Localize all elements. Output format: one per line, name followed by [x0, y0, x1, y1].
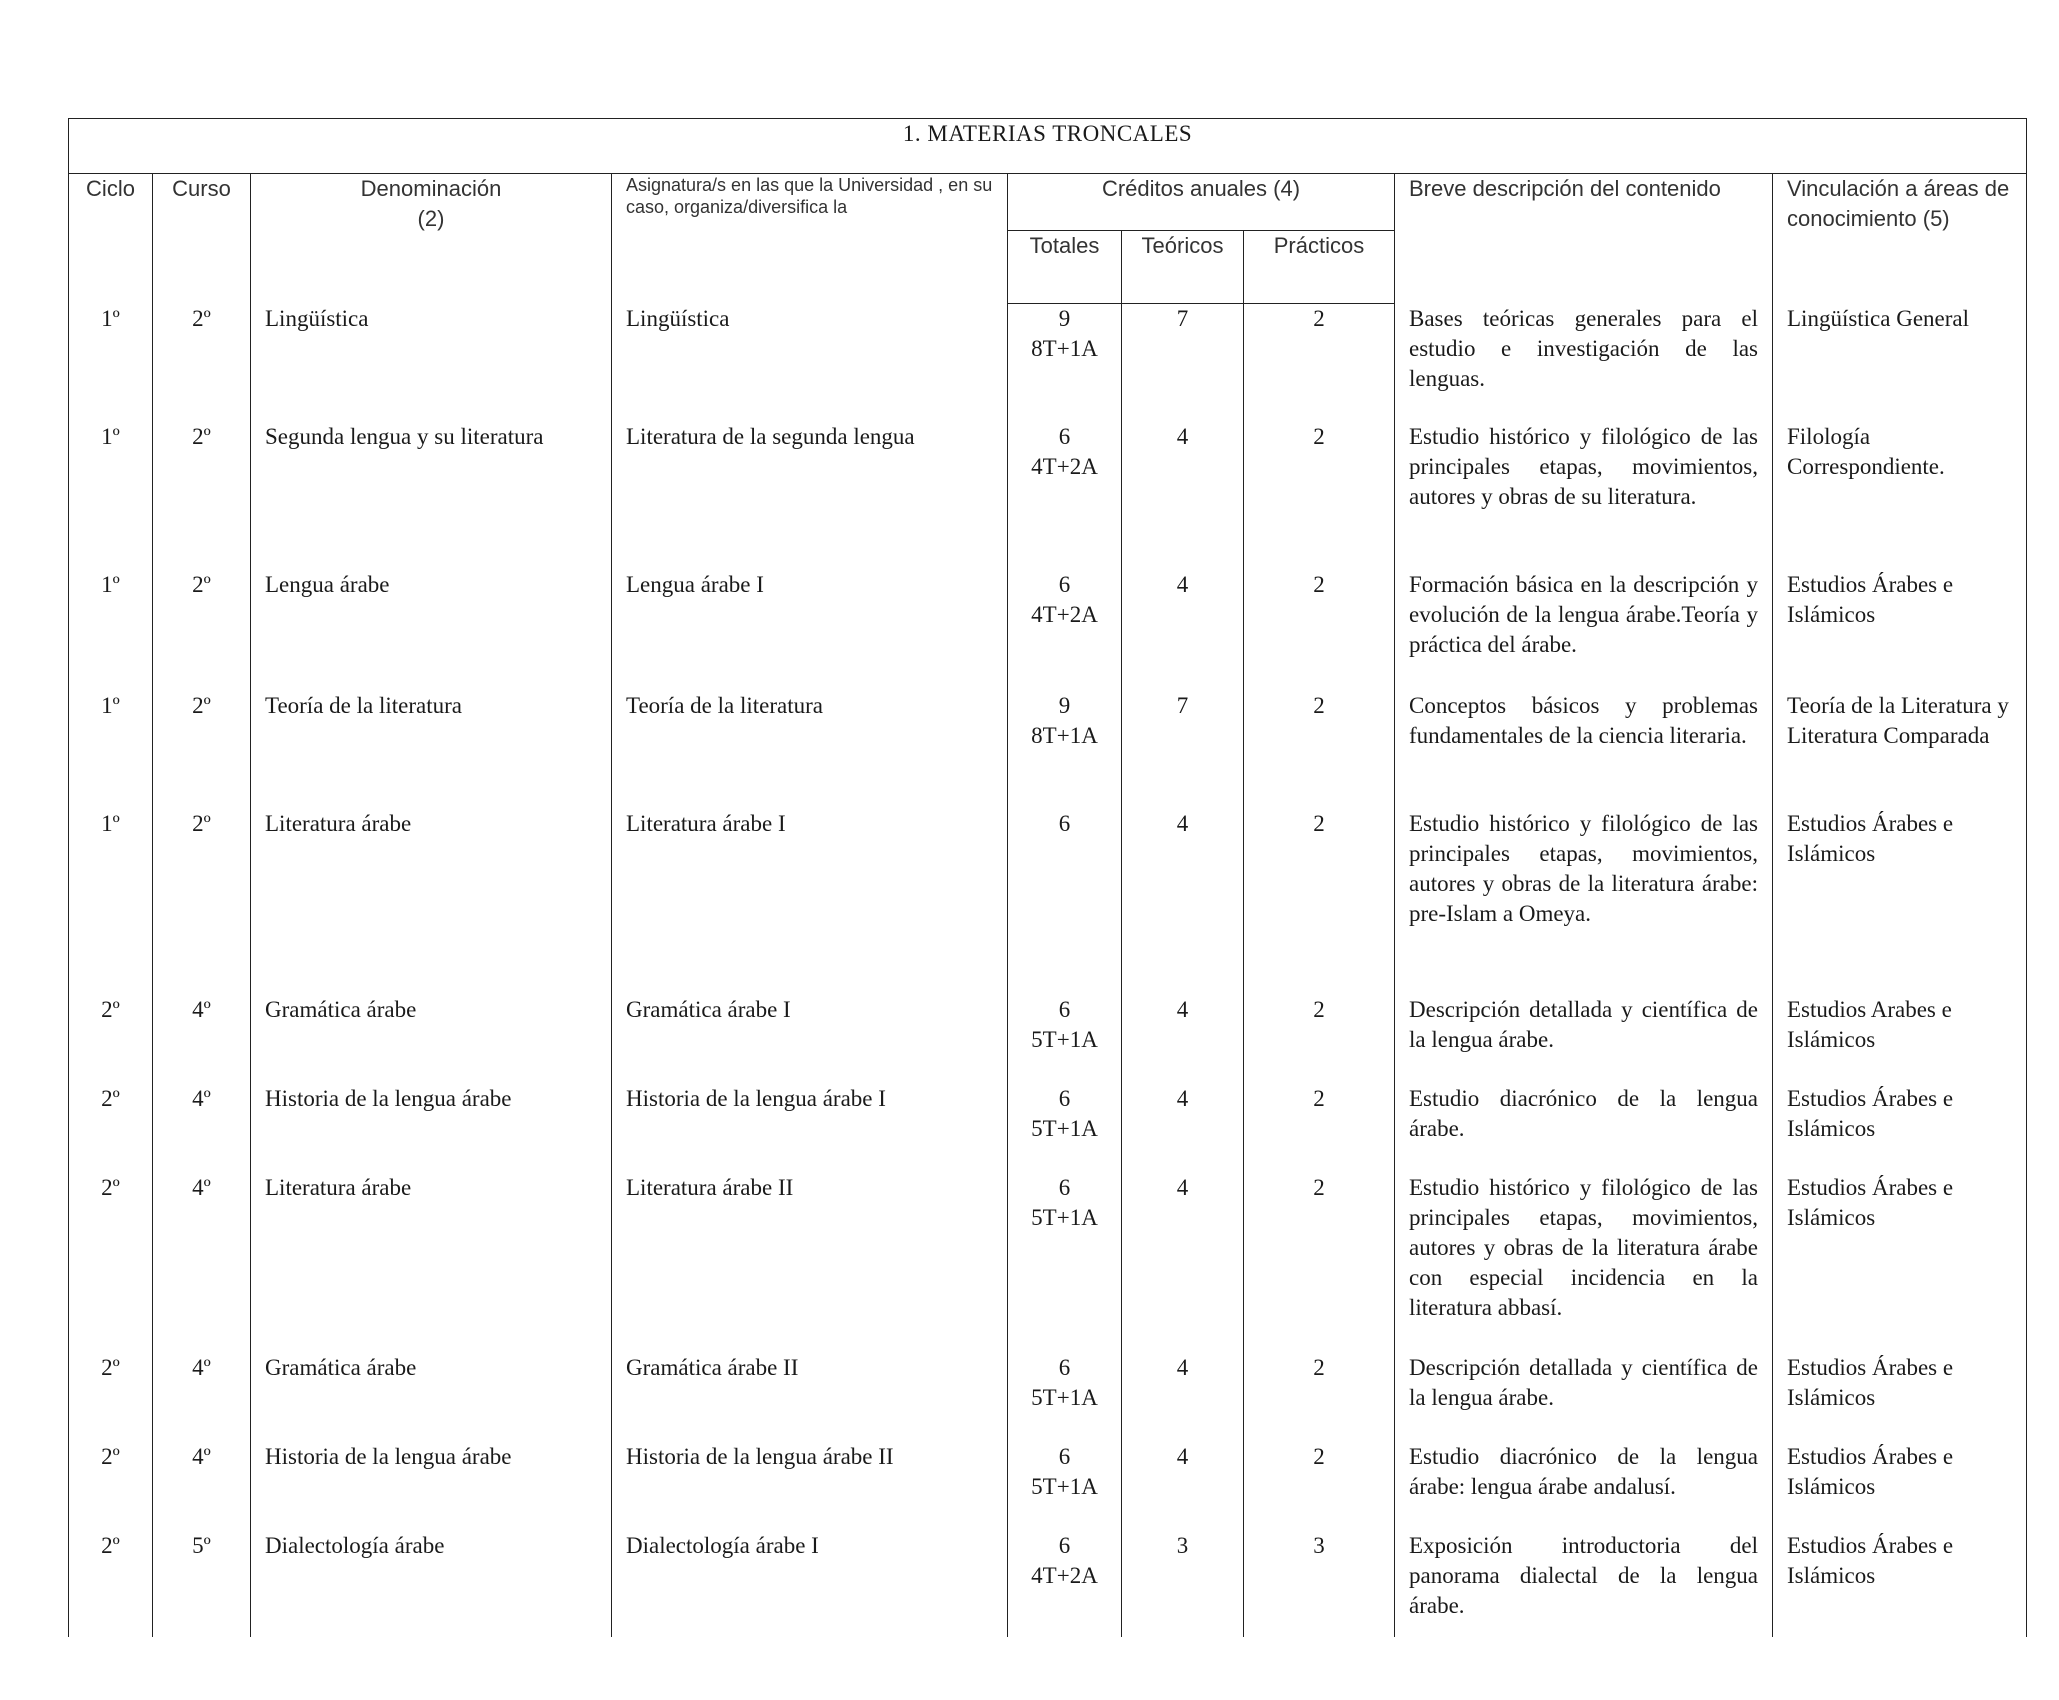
row-denominacion: Lengua árabe: [251, 570, 612, 691]
row-ciclo: 1º: [69, 422, 153, 570]
table-row: [69, 691, 2027, 809]
materias-troncales-table: [68, 118, 2027, 1637]
row-practicos: 2: [1244, 995, 1395, 1084]
row-totales: [1008, 1531, 1122, 1637]
row-totales-value: 9: [1058, 692, 1071, 718]
header-totales: Totales: [1008, 231, 1122, 304]
row-teoricos: 7: [1122, 691, 1244, 809]
row-practicos: 2: [1244, 422, 1395, 570]
row-totales-split: 4T+2A: [1031, 601, 1098, 627]
row-descripcion: Exposición introductoria del panorama dialectal de la lengua árabe.: [1395, 1531, 1773, 1637]
row-vinculacion: Estudios Árabes e Islámicos: [1773, 1084, 2027, 1173]
row-totales-value: 9: [1058, 306, 1071, 331]
row-descripcion: Bases teóricas generales para el estudio e investigación de las lenguas.: [1395, 304, 1773, 422]
row-totales-value: 6: [1058, 1443, 1071, 1469]
row-denominacion: Teoría de la literatura: [251, 691, 612, 809]
row-totales: [1008, 809, 1122, 995]
row-totales: [1008, 1084, 1122, 1173]
row-denominacion: Dialectología árabe: [251, 1531, 612, 1637]
header-curso: Curso: [153, 174, 251, 304]
row-totales-value: 6: [1058, 810, 1071, 836]
row-teoricos: 4: [1122, 570, 1244, 691]
row-descripcion: Estudio diacrónico de la lengua árabe.: [1395, 1084, 1773, 1173]
row-practicos: 2: [1244, 1442, 1395, 1531]
row-practicos: 2: [1244, 1084, 1395, 1173]
row-asignatura: Teoría de la literatura: [612, 691, 1008, 809]
row-totales: [1008, 691, 1122, 809]
row-curso: 2º: [153, 809, 251, 995]
row-totales: [1008, 422, 1122, 570]
row-totales-value: 6: [1058, 571, 1071, 597]
row-descripcion: Estudio histórico y filológico de las principales etapas, movimientos, autores y obras de la literatura árabe con especial incidencia en la literatura abbasí.: [1395, 1173, 1773, 1353]
row-vinculacion: Estudios Árabes e Islámicos: [1773, 809, 2027, 995]
row-denominacion: Gramática árabe: [251, 1353, 612, 1442]
header-teoricos: Teóricos: [1122, 231, 1244, 304]
table-row: [69, 1084, 2027, 1173]
row-totales: [1008, 995, 1122, 1084]
row-descripcion: Estudio histórico y filológico de las principales etapas, movimientos, autores y obras de la literatura árabe: pre-Islam a Omeya.: [1395, 809, 1773, 995]
row-denominacion: Literatura árabe: [251, 809, 612, 995]
row-practicos: 2: [1244, 1173, 1395, 1353]
header-denominacion-label: Denominación: [360, 176, 502, 201]
header-descripcion: Breve descripción del contenido: [1395, 174, 1773, 304]
header-denominacion: [251, 174, 612, 304]
row-practicos: 2: [1244, 304, 1395, 422]
row-totales-split: 5T+1A: [1031, 1204, 1098, 1230]
table-row: [69, 995, 2027, 1084]
row-vinculacion: Estudios Árabes e Islámicos: [1773, 570, 2027, 691]
row-vinculacion: Filología Correspondiente.: [1773, 422, 2027, 570]
row-totales: [1008, 570, 1122, 691]
row-teoricos: 4: [1122, 995, 1244, 1084]
row-teoricos: 4: [1122, 1173, 1244, 1353]
row-ciclo: 2º: [69, 1442, 153, 1531]
table-row: [69, 422, 2027, 570]
row-ciclo: 2º: [69, 1084, 153, 1173]
row-curso: 2º: [153, 691, 251, 809]
row-ciclo: 2º: [69, 995, 153, 1084]
row-curso: 4º: [153, 995, 251, 1084]
row-descripcion: Estudio diacrónico de la lengua árabe: lengua árabe andalusí.: [1395, 1442, 1773, 1531]
row-asignatura: Historia de la lengua árabe II: [612, 1442, 1008, 1531]
row-totales-split: 5T+1A: [1031, 1473, 1098, 1499]
row-totales-value: 6: [1058, 1174, 1071, 1200]
row-descripcion: Conceptos básicos y problemas fundamentales de la ciencia literaria.: [1395, 691, 1773, 809]
row-totales-split: 8T+1A: [1031, 722, 1098, 748]
row-totales: [1008, 1442, 1122, 1531]
row-descripcion: Formación básica en la descripción y evolución de la lengua árabe.Teoría y práctica del árabe.: [1395, 570, 1773, 691]
table-row: [69, 1353, 2027, 1442]
row-practicos: 2: [1244, 1353, 1395, 1442]
row-practicos: 2: [1244, 691, 1395, 809]
row-curso: 5º: [153, 1531, 251, 1637]
header-ciclo: Ciclo: [69, 174, 153, 304]
row-curso: 4º: [153, 1084, 251, 1173]
table-row: [69, 570, 2027, 691]
row-totales: [1008, 1173, 1122, 1353]
row-totales-split: 8T+1A: [1031, 336, 1098, 361]
row-teoricos: 4: [1122, 1442, 1244, 1531]
row-denominacion: Gramática árabe: [251, 995, 612, 1084]
row-asignatura: Lengua árabe I: [612, 570, 1008, 691]
row-teoricos: 4: [1122, 1353, 1244, 1442]
row-practicos: 2: [1244, 809, 1395, 995]
row-curso: 4º: [153, 1353, 251, 1442]
row-asignatura: Literatura árabe II: [612, 1173, 1008, 1353]
row-ciclo: 2º: [69, 1531, 153, 1637]
header-practicos: Prácticos: [1244, 231, 1395, 304]
row-descripcion: Descripción detallada y científica de la lengua árabe.: [1395, 995, 1773, 1084]
table-row: [69, 809, 2027, 995]
row-totales-split: 4T+2A: [1031, 1562, 1098, 1588]
row-vinculacion: Estudios Árabes e Islámicos: [1773, 1353, 2027, 1442]
row-totales-value: 6: [1058, 1354, 1071, 1380]
row-denominacion: Historia de la lengua árabe: [251, 1084, 612, 1173]
row-teoricos: 4: [1122, 809, 1244, 995]
header-denominacion-note: (2): [417, 206, 445, 231]
row-asignatura: Dialectología árabe I: [612, 1531, 1008, 1637]
row-teoricos: 7: [1122, 304, 1244, 422]
table-title: 1. MATERIAS TRONCALES: [69, 119, 2027, 174]
row-descripcion: Estudio histórico y filológico de las principales etapas, movimientos, autores y obras de su literatura.: [1395, 422, 1773, 570]
row-totales-split: 5T+1A: [1031, 1384, 1098, 1410]
row-asignatura: Gramática árabe I: [612, 995, 1008, 1084]
row-ciclo: 1º: [69, 304, 153, 422]
row-curso: 4º: [153, 1173, 251, 1353]
row-practicos: 3: [1244, 1531, 1395, 1637]
row-vinculacion: Teoría de la Literatura y Literatura Comparada: [1773, 691, 2027, 809]
table-row: [69, 1442, 2027, 1531]
header-vinculacion: Vinculación a áreas de conocimiento (5): [1773, 174, 2027, 304]
row-denominacion: Literatura árabe: [251, 1173, 612, 1353]
row-vinculacion: Estudios Arabes e Islámicos: [1773, 995, 2027, 1084]
row-vinculacion: Lingüística General: [1773, 304, 2027, 422]
row-denominacion: Segunda lengua y su literatura: [251, 422, 612, 570]
row-totales: [1008, 1353, 1122, 1442]
row-curso: 2º: [153, 304, 251, 422]
table-row: [69, 304, 2027, 422]
row-totales-value: 6: [1058, 423, 1071, 449]
row-vinculacion: Estudios Árabes e Islámicos: [1773, 1531, 2027, 1637]
row-teoricos: 3: [1122, 1531, 1244, 1637]
row-ciclo: 2º: [69, 1353, 153, 1442]
row-vinculacion: Estudios Árabes e Islámicos: [1773, 1173, 2027, 1353]
row-asignatura: Literatura de la segunda lengua: [612, 422, 1008, 570]
row-totales-split: 5T+1A: [1031, 1026, 1098, 1052]
row-practicos: 2: [1244, 570, 1395, 691]
row-curso: 4º: [153, 1442, 251, 1531]
row-asignatura: Gramática árabe II: [612, 1353, 1008, 1442]
table-row: [69, 1173, 2027, 1353]
header-asignaturas: Asignatura/s en las que la Universidad , en su caso, organiza/diversifica la: [612, 174, 1008, 304]
row-totales-split: 5T+1A: [1031, 1115, 1098, 1141]
row-asignatura: Literatura árabe I: [612, 809, 1008, 995]
row-vinculacion: Estudios Árabes e Islámicos: [1773, 1442, 2027, 1531]
row-teoricos: 4: [1122, 1084, 1244, 1173]
row-ciclo: 1º: [69, 570, 153, 691]
row-teoricos: 4: [1122, 422, 1244, 570]
row-descripcion: Descripción detallada y científica de la lengua árabe.: [1395, 1353, 1773, 1442]
row-curso: 2º: [153, 422, 251, 570]
row-ciclo: 1º: [69, 691, 153, 809]
table-row: [69, 1531, 2027, 1637]
row-totales-value: 6: [1058, 996, 1071, 1022]
row-denominacion: Lingüística: [251, 304, 612, 422]
row-asignatura: Historia de la lengua árabe I: [612, 1084, 1008, 1173]
header-creditos: Créditos anuales (4): [1008, 174, 1395, 231]
row-totales-split: 4T+2A: [1031, 453, 1098, 479]
table-body: [69, 304, 2027, 1637]
row-curso: 2º: [153, 570, 251, 691]
row-denominacion: Historia de la lengua árabe: [251, 1442, 612, 1531]
row-totales-value: 6: [1058, 1085, 1071, 1111]
row-ciclo: 1º: [69, 809, 153, 995]
row-totales: [1008, 304, 1122, 422]
row-totales-value: 6: [1058, 1532, 1071, 1558]
row-ciclo: 2º: [69, 1173, 153, 1353]
row-asignatura: Lingüística: [612, 304, 1008, 422]
